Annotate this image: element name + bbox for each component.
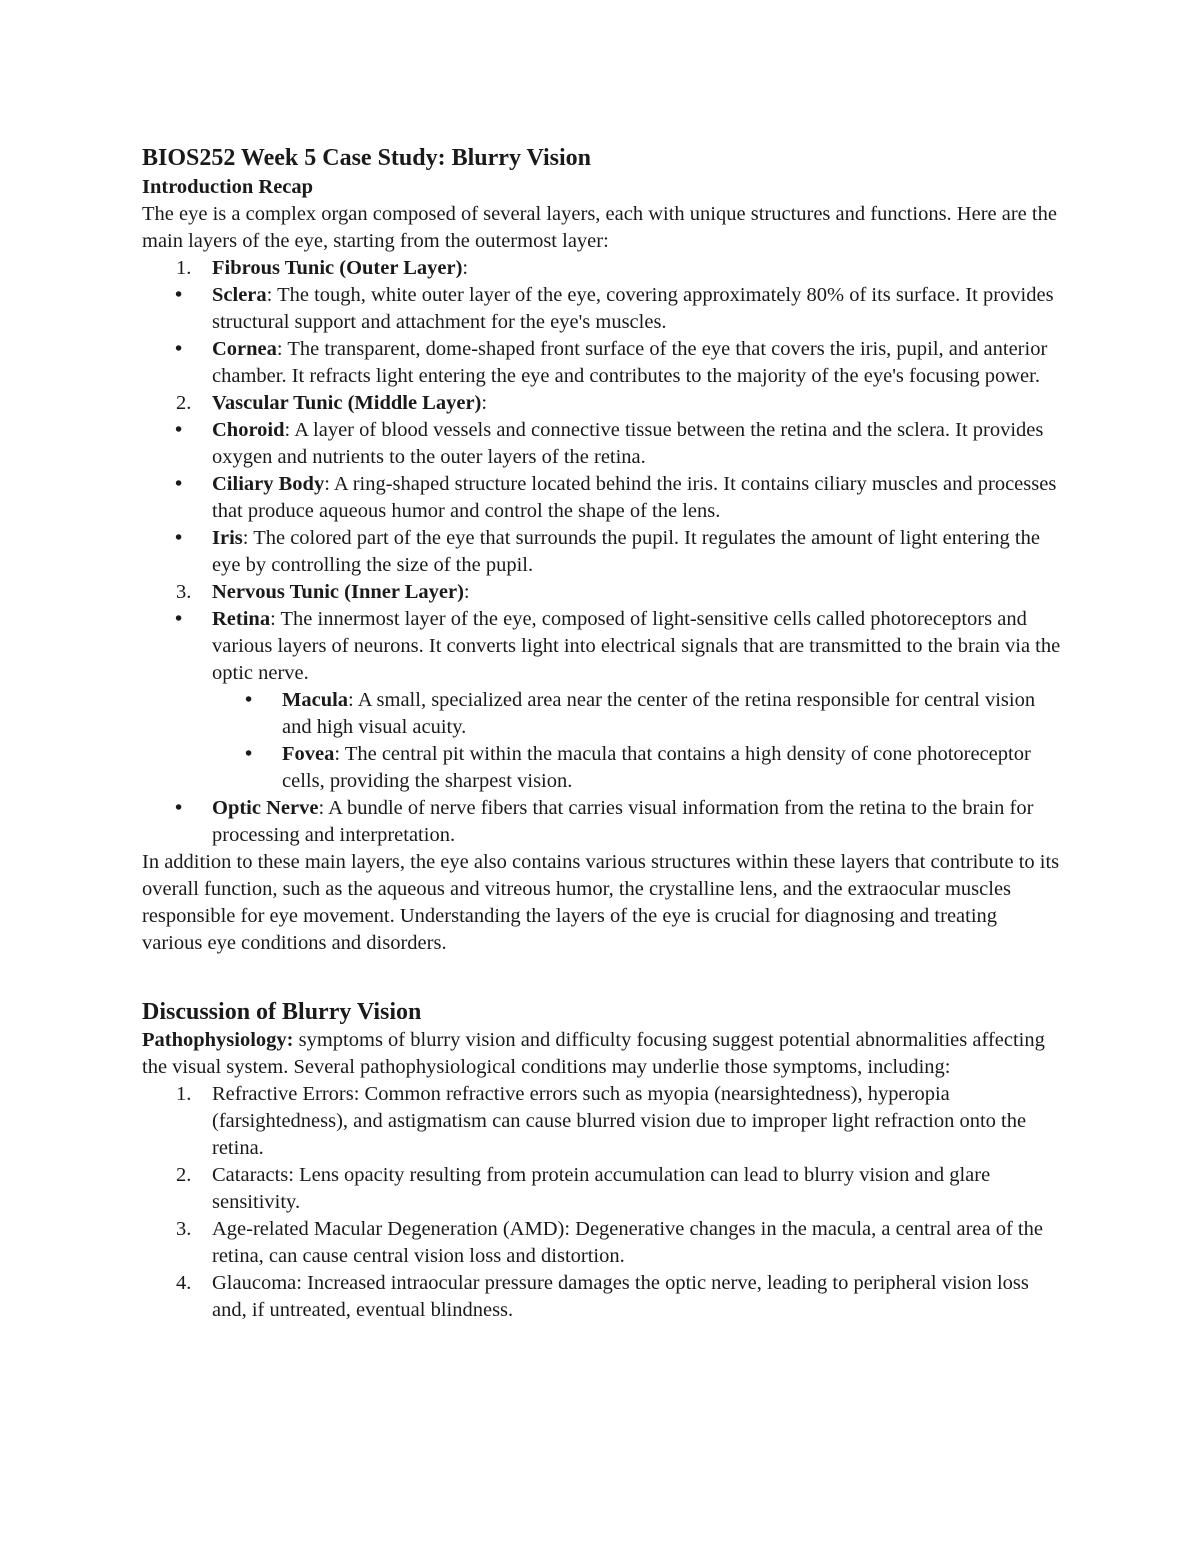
term-label: Macula <box>282 689 349 711</box>
layer-item-vascular <box>142 390 1062 417</box>
list-item-condition <box>142 1216 1062 1270</box>
condition-text: Cataracts: Lens opacity resulting from protein accumulation can lead to blurry vision and glare sensitivity. <box>212 1164 991 1213</box>
list-number: 4. <box>176 1272 192 1294</box>
layer-item-fibrous <box>142 255 1062 282</box>
term-label: Choroid <box>212 419 285 441</box>
term-description: : The transparent, dome-shaped front surface of the eye that covers the iris, pupil, and anterior chamber. It refracts light entering the eye and contributes to the majority of the eye's focusing power. <box>212 338 1048 387</box>
bullet-icon: • <box>245 743 253 765</box>
condition-text: Glaucoma: Increased intraocular pressure damages the optic nerve, leading to peripheral vision loss and, if untreated, eventual blindness. <box>212 1272 1029 1321</box>
list-number: 2. <box>176 1164 192 1186</box>
section-title-discussion: Discussion of Blurry Vision <box>142 999 422 1025</box>
condition-text: Refractive Errors: Common refractive errors such as myopia (nearsightedness), hyperopia (farsightedness), and astigmatism can cause blurred vision due to improper light refraction onto the retina. <box>212 1083 1027 1159</box>
list-item-optic-nerve <box>142 795 1062 849</box>
list-number: 3. <box>176 581 192 603</box>
intro-closing-paragraph: In addition to these main layers, the eye also contains various structures within these layers that contribute to its overall function, such as the aqueous and vitreous humor, the crystalline lens, and the extraocular muscles responsible for eye movement. Understanding the layers of the eye is crucial for diagnosing and treating various eye conditions and disorders. <box>142 851 1060 954</box>
list-item-condition <box>142 1081 1062 1162</box>
layer-bullets-wrap <box>142 282 1062 390</box>
condition-text: Age-related Macular Degeneration (AMD): Degenerative changes in the macula, a central area of the retina, can cause central vision loss and distortion. <box>212 1218 1043 1267</box>
intro-paragraph: The eye is a complex organ composed of several layers, each with unique structures and functions. Here are the main layers of the eye, starting from the outermost layer: <box>142 203 1057 252</box>
term-label: Sclera <box>212 284 267 306</box>
term-description: : The central pit within the macula that contains a high density of cone photoreceptor cells, providing the sharpest vision. <box>282 743 1031 792</box>
term-description: : A bundle of nerve fibers that carries visual information from the retina to the brain for processing and interpretation. <box>212 797 1034 846</box>
list-number: 3. <box>176 1218 192 1240</box>
bullet-icon: • <box>175 608 183 630</box>
list-item-cornea <box>142 336 1062 390</box>
list-item-iris <box>142 525 1062 579</box>
list-number: 1. <box>176 1083 192 1105</box>
term-description: : A small, specialized area near the center of the retina responsible for central vision and high visual acuity. <box>282 689 1036 738</box>
bullet-icon: • <box>175 797 183 819</box>
list-number: 2. <box>176 392 192 414</box>
list-item-condition <box>142 1270 1062 1324</box>
term-label: Retina <box>212 608 271 630</box>
term-label: Fovea <box>282 743 335 765</box>
bullet-icon: • <box>175 473 183 495</box>
term-description: : The innermost layer of the eye, composed of light-sensitive cells called photoreceptors and various layers of neurons. It converts light into electrical signals that are transmitted to the brain via the optic nerve. <box>212 608 1061 684</box>
list-item-choroid <box>142 417 1062 471</box>
term-description: : A layer of blood vessels and connective tissue between the retina and the sclera. It provides oxygen and nutrients to the outer layers of the retina. <box>212 419 1044 468</box>
conditions-list <box>142 1081 1062 1324</box>
vascular-bullets <box>142 417 1062 579</box>
layer-name: Nervous Tunic (Inner Layer) <box>212 581 464 603</box>
pathophysiology-paragraph <box>142 1027 1062 1081</box>
list-item-ciliary-body <box>142 471 1062 525</box>
layer-colon: : <box>463 581 470 603</box>
list-item-retina <box>142 606 1062 687</box>
layer-name: Vascular Tunic (Middle Layer) <box>212 392 482 414</box>
bullet-icon: • <box>245 689 253 711</box>
layer-item-nervous <box>142 579 1062 606</box>
retina-sub-wrap <box>142 687 1062 795</box>
layer-name: Fibrous Tunic (Outer Layer) <box>212 257 463 279</box>
bullet-icon: • <box>175 527 183 549</box>
term-label: Optic Nerve <box>212 797 319 819</box>
eye-layers-list <box>142 255 1062 849</box>
layer-bullets-wrap <box>142 417 1062 579</box>
term-label: Ciliary Body <box>212 473 325 495</box>
list-item-sclera <box>142 282 1062 336</box>
term-label: Iris <box>212 527 243 549</box>
bullet-icon: • <box>175 338 183 360</box>
intro-heading: Introduction Recap <box>142 176 314 198</box>
term-label: Cornea <box>212 338 277 360</box>
list-item-macula <box>212 687 1062 741</box>
pathophysiology-text: symptoms of blurry vision and difficulty focusing suggest potential abnormalities affecting the visual system. Several pathophysiological conditions may underlie those symptoms, including: <box>142 1029 1045 1078</box>
pathophysiology-label: Pathophysiology: <box>142 1029 294 1051</box>
layer-bullets-wrap <box>142 606 1062 849</box>
bullet-icon: • <box>175 284 183 306</box>
bullet-icon: • <box>175 419 183 441</box>
term-description: : A ring-shaped structure located behind the iris. It contains ciliary muscles and processes that produce aqueous humor and control the shape of the lens. <box>212 473 1057 522</box>
term-description: : The tough, white outer layer of the eye, covering approximately 80% of its surface. It provides structural support and attachment for the eye's muscles. <box>212 284 1054 333</box>
layer-colon: : <box>481 392 488 414</box>
document-page <box>142 142 1062 1324</box>
retina-sub-bullets <box>212 687 1062 795</box>
page-title: BIOS252 Week 5 Case Study: Blurry Vision <box>142 145 591 171</box>
list-item-condition <box>142 1162 1062 1216</box>
layer-colon: : <box>462 257 469 279</box>
list-item-fovea <box>212 741 1062 795</box>
list-number: 1. <box>176 257 192 279</box>
nervous-bullets <box>142 606 1062 849</box>
fibrous-bullets <box>142 282 1062 390</box>
term-description: : The colored part of the eye that surrounds the pupil. It regulates the amount of light entering the eye by controlling the size of the pupil. <box>212 527 1040 576</box>
